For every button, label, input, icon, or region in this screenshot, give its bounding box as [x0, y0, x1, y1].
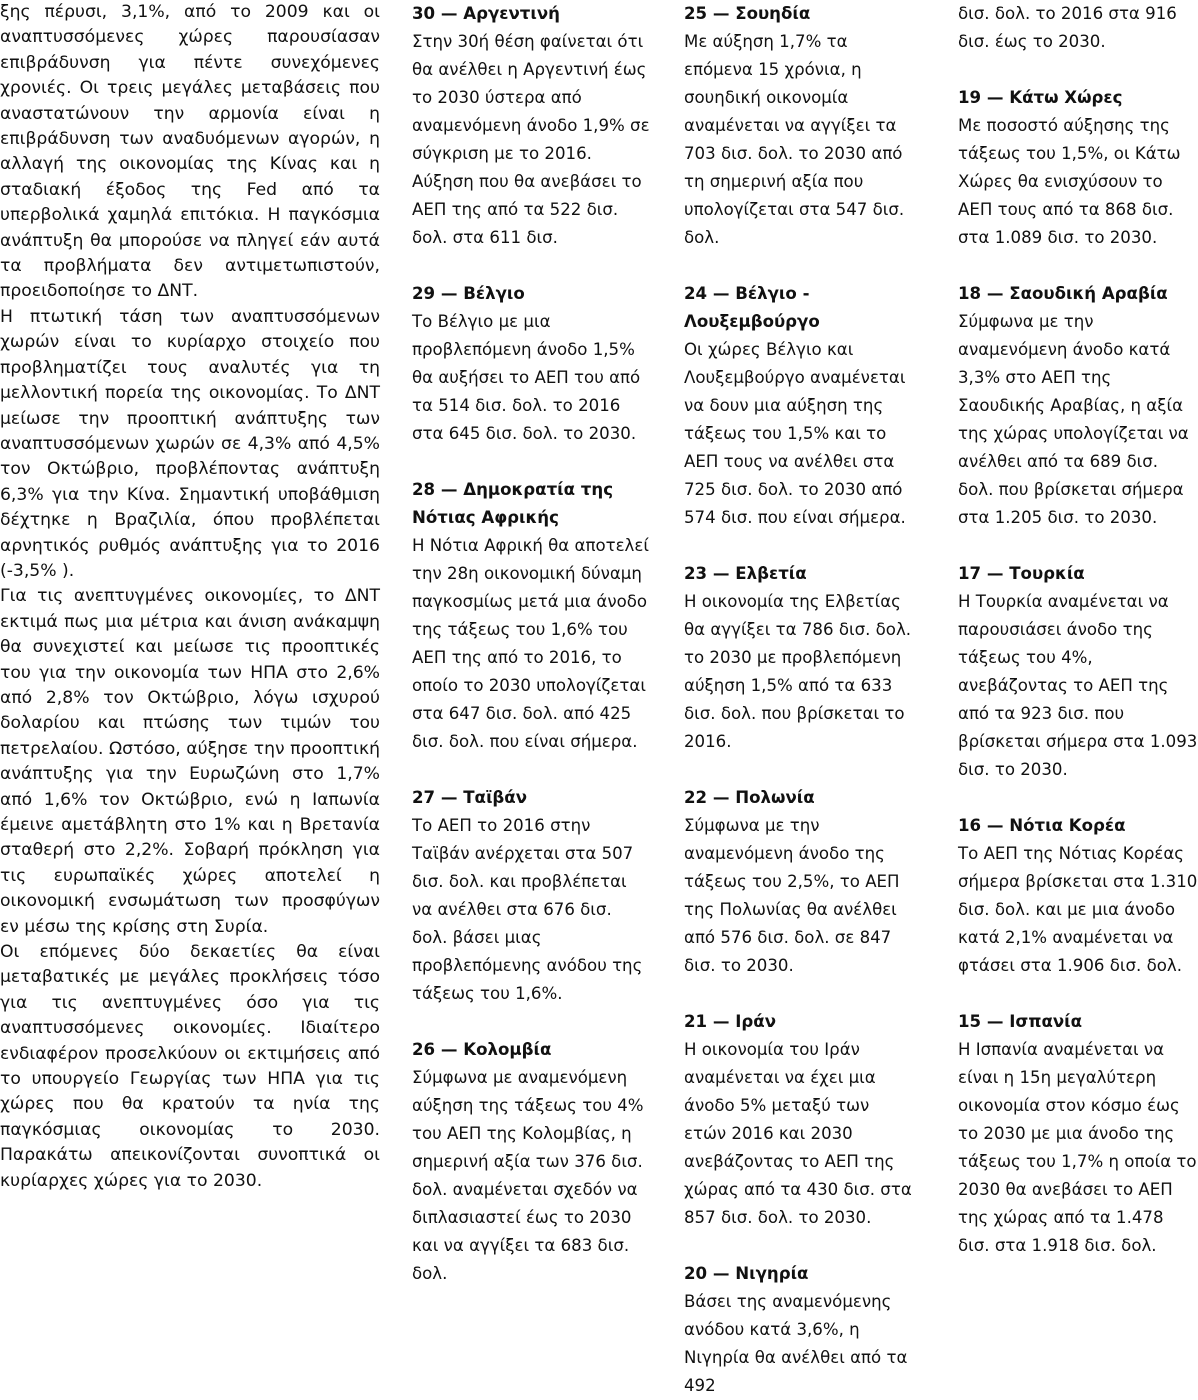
- ranking-entry: [684, 1008, 914, 1232]
- entry-title: 16 — Νότια Κορέα: [958, 816, 1126, 835]
- ranking-entry: [684, 1260, 914, 1400]
- ranking-entry: [684, 784, 914, 980]
- entry-title: 19 — Κάτω Χώρες: [958, 88, 1123, 107]
- ranking-entry: [412, 1036, 650, 1288]
- continued-text: δισ. δολ. το 2016 στα 916 δισ. έως το 2030.: [958, 4, 1177, 51]
- entry-title: 24 — Βέλγιο - Λουξεμβούργο: [684, 284, 820, 331]
- entry-title: 29 — Βέλγιο: [412, 284, 525, 303]
- entry-body: Στην 30ή θέση φαίνεται ότι θα ανέλθει η Αργεντινή έως το 2030 ύστερα από αναμενόμενη άνοδο 1,9% σε σύγκριση με το 2016. Αύξηση που θα ανεβάσει το ΑΕΠ της από τα 522 δισ. δολ. στα 611 δισ.: [412, 32, 650, 247]
- entry-title: 17 — Τουρκία: [958, 564, 1085, 583]
- entry-body: Η Νότια Αφρική θα αποτελεί την 28η οικονομική δύναμη παγκοσμίως μετά μια άνοδο της τάξεως του 1,6% του ΑΕΠ της από το 2016, το οποίο το 2030 υπολογίζεται στα 647 δισ. δολ. από 425 δισ. δολ. που είναι σήμερα.: [412, 536, 649, 751]
- intro-paragraph: Η πτωτική τάση των αναπτυσσόμενων χωρών είναι το κυρίαρχο στοιχείο που προβληματίζει τους αναλυτές για τη μελλοντική πορεία της οικονομίας. Το ΔΝΤ μείωσε την προοπτική ανάπτυξης των αναπτυσσόμενων χωρών σε 4,3% από 4,5% τον Οκτώβριο, προβλέποντας ανάπτυξη 6,3% για την Κίνα. Σημαντική υποβάθμιση δέχτηκε η Βραζιλία, όπου προβλέπεται αρνητικός ρυθμός ανάπτυξης για το 2016 (-3,5% ).: [0, 306, 380, 581]
- entry-title: 20 — Νιγηρία: [684, 1264, 809, 1283]
- ranking-entry: [684, 280, 914, 532]
- intro-paragraph: Για τις ανεπτυγμένες οικονομίες, το ΔΝΤ εκτιμά πως μια μέτρια και άνιση ανάκαμψη θα συνεχιστεί και μείωσε τις προοπτικές του για την οικονομία των ΗΠΑ στο 2,6% από 2,8% τον Οκτώβριο, λόγω ισχυρού δολαρίου και πτώσης των τιμών του πετρελαίου. Ωστόσο, αύξησε την προοπτική ανάπτυξης για την Ευρωζώνη στο 1,7% από 1,6% τον Οκτώβριο, ενώ η Ιαπωνία έμεινε αμετάβλητη στο 1% και η Βρετανία σταθερή στο 2,2%. Σοβαρή πρόκληση για τις ευρωπαϊκές χώρες αποτελεί η οικονομική ενσωμάτωση των προσφύγων εν μέσω της κρίσης στη Συρία.: [0, 586, 380, 937]
- entry-body: Το Βέλγιο με μια προβλεπόμενη άνοδο 1,5% θα αυξήσει το ΑΕΠ του από τα 514 δισ. δολ. το 2016 στα 645 δισ. δολ. το 2030.: [412, 312, 641, 443]
- entry-title: 18 — Σαουδική Αραβία: [958, 284, 1168, 303]
- ranking-entry: [412, 476, 650, 756]
- entry-body: Σύμφωνα με την αναμενόμενη άνοδο της τάξεως του 2,5%, το ΑΕΠ της Πολωνίας θα ανέλθει από 576 δισ. δολ. σε 847 δισ. το 2030.: [684, 816, 900, 975]
- entry-body: Η Ισπανία αναμένεται να είναι η 15η μεγαλύτερη οικονομία στον κόσμο έως το 2030 με μια άνοδο της τάξεως του 1,7% η οποία το 2030 θα ανεβάσει το ΑΕΠ της χώρας από τα 1.478 δισ. στα 1.918 δισ. δολ.: [958, 1040, 1197, 1255]
- entry-body: Το ΑΕΠ το 2016 στην Ταϊβάν ανέρχεται στα 507 δισ. δολ. και προβλέπεται να ανέλθει στα 676 δισ. δολ. βάσει μιας προβλεπόμενης ανόδου της τάξεως του 1,6%.: [412, 816, 643, 1003]
- ranking-entry: [684, 0, 914, 252]
- entry-body: Με ποσοστό αύξησης της τάξεως του 1,5%, οι Κάτω Χώρες θα ενισχύσουν το ΑΕΠ τους από τα 868 δισ. στα 1.089 δισ. το 2030.: [958, 116, 1181, 247]
- entry-body: Σύμφωνα με αναμενόμενη αύξηση της τάξεως του 4% του ΑΕΠ της Κολομβίας, η σημερινή αξία των 376 δισ. δολ. αναμένεται σχεδόν να διπλασιαστεί έως το 2030 και να αγγίξει τα 683 δισ. δολ.: [412, 1068, 644, 1283]
- ranking-entry: [958, 812, 1198, 980]
- intro-column: [0, 0, 380, 1291]
- entry-title: 25 — Σουηδία: [684, 4, 811, 23]
- entry-body: Το ΑΕΠ της Νότιας Κορέας σήμερα βρίσκεται στα 1.310 δισ. δολ. και με μια άνοδο κατά 2,1% αναμένεται να φτάσει στα 1.906 δισ. δολ.: [958, 844, 1198, 975]
- entry-title: 27 — Ταϊβάν: [412, 788, 528, 807]
- entry-title: 21 — Ιράν: [684, 1012, 776, 1031]
- entry-body: Με αύξηση 1,7% τα επόμενα 15 χρόνια, η σουηδική οικονομία αναμένεται να αγγίξει τα 703 δισ. δολ. το 2030 από τη σημερινή αξία που υπολογίζεται στα 547 δισ. δολ.: [684, 32, 905, 247]
- entry-body: Η οικονομία της Ελβετίας θα αγγίξει τα 786 δισ. δολ. το 2030 με προβλεπόμενη αύξηση 1,5% από τα 633 δισ. δολ. που βρίσκεται το 2016.: [684, 592, 912, 751]
- intro-paragraph: ξης πέρυσι, 3,1%, από το 2009 και οι αναπτυσσόμενες χώρες παρουσίασαν επιβράδυνση για πέντε συνεχόμενες χρονιές. Οι τρεις μεγάλες μεταβάσεις που αναστατώνουν την αρμονία είναι η επιβράδυνση των αναδυόμενων αγορών, η αλλαγή της οικονομίας της Κίνας και η σταδιακή έξοδος της Fed από τα υπερβολικά χαμηλά επιτόκια. Η παγκόσμια ανάπτυξη θα μπορούσε να πληγεί εάν αυτά τα προβλήματα δεν αντιμετωπιστούν, προειδοποίησε το ΔΝΤ.: [0, 2, 380, 302]
- ranking-column-1: [412, 0, 650, 1291]
- ranking-entry: [412, 784, 650, 1008]
- ranking-entry: [412, 0, 650, 252]
- entry-title: 28 — Δημοκρατία της Νότιας Αφρικής: [412, 480, 614, 527]
- entry-title: 23 — Ελβετία: [684, 564, 807, 583]
- ranking-entry: [412, 280, 650, 448]
- entry-body: Σύμφωνα με την αναμενόμενη άνοδο κατά 3,3% στο ΑΕΠ της Σαουδικής Αραβίας, η αξία της χώρας υπολογίζεται να ανέλθει από τα 689 δισ. δολ. που βρίσκεται σήμερα στα 1.205 δισ. το 2030.: [958, 312, 1189, 527]
- ranking-column-3: [958, 0, 1198, 1291]
- ranking-entry: [958, 1008, 1198, 1260]
- ranking-entry: [958, 560, 1198, 784]
- entry-title: 15 — Ισπανία: [958, 1012, 1083, 1031]
- entry-title: 22 — Πολωνία: [684, 788, 815, 807]
- ranking-column-2: [684, 0, 914, 1395]
- ranking-entry: [684, 560, 914, 756]
- entry-title: 30 — Αργεντινή: [412, 4, 560, 23]
- ranking-entry: [958, 84, 1198, 252]
- entry-body: Βάσει της αναμενόμενης ανόδου κατά 3,6%, η Νιγηρία θα ανέλθει από τα 492: [684, 1292, 908, 1395]
- intro-paragraph: Οι επόμενες δύο δεκαετίες θα είναι μεταβατικές με μεγάλες προκλήσεις τόσο για τις ανεπτυγμένες όσο για τις αναπτυσσόμενες οικονομίες. Ιδιαίτερο ενδιαφέρον προσελκύουν οι εκτιμήσεις από το υπουργείο Γεωργίας των ΗΠΑ για τις χώρες που θα κρατούν τα ηνία της παγκόσμιας οικονομίας το 2030. Παρακάτω απεικονίζονται συνοπτικά οι κυρίαρχες χώρες για το 2030.: [0, 942, 380, 1191]
- entry-title: 26 — Κολομβία: [412, 1040, 552, 1059]
- entry-body: Η Τουρκία αναμένεται να παρουσιάσει άνοδο της τάξεως του 4%, ανεβάζοντας το ΑΕΠ της από τα 923 δισ. που βρίσκεται σήμερα στα 1.093 δισ. το 2030.: [958, 592, 1198, 779]
- ranking-entry: [958, 280, 1198, 532]
- entry-body: Η οικονομία του Ιράν αναμένεται να έχει μια άνοδο 5% μεταξύ των ετών 2016 και 2030 ανεβάζοντας το ΑΕΠ της χώρας από τα 430 δισ. στα 857 δισ. δολ. το 2030.: [684, 1040, 912, 1227]
- entry-body: Οι χώρες Βέλγιο και Λουξεμβούργο αναμένεται να δουν μια αύξηση της τάξεως του 1,5% και το ΑΕΠ τους να ανέλθει στα 725 δισ. δολ. το 2030 από 574 δισ. που είναι σήμερα.: [684, 340, 906, 527]
